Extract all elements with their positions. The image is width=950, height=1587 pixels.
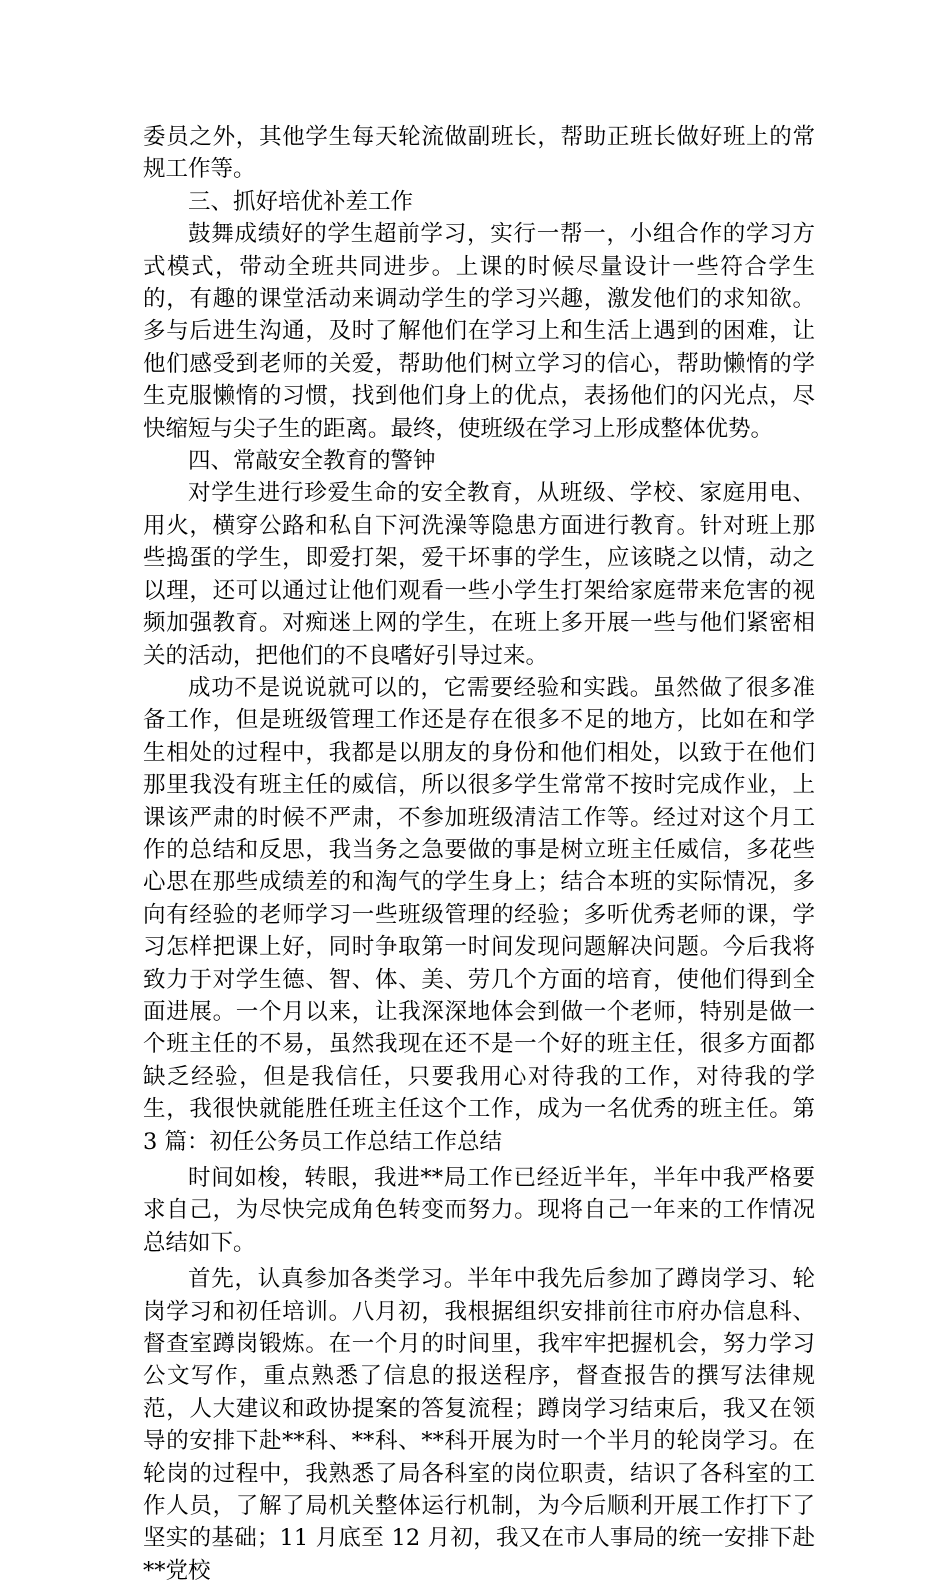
paragraph-continuation: 委员之外，其他学生每天轮流做副班长，帮助正班长做好班上的常规工作等。 xyxy=(143,124,815,183)
section-heading-3: 三、抓好培优补差工作 xyxy=(188,188,414,215)
document-body xyxy=(143,121,815,1587)
section-heading-4: 四、常敲安全教育的警钟 xyxy=(188,448,436,475)
paragraph-tutoring: 鼓舞成绩好的学生超前学习，实行一帮一，小组合作的学习方式模式，带动全班共同进步。上课的时候尽量设计一些符合学生的，有趣的课堂活动来调动学生的学习兴趣，激发他们的求知欲。多与后进生沟通，及时了解他们在学习上和生活上遇到的困难，让他们感受到老师的关爱，帮助他们树立学习的信心，帮助懒惰的学生克服懒惰的习惯，找到他们身上的优点，表扬他们的闪光点，尽快缩短与尖子生的距离。最终，使班级在学习上形成整体优势。 xyxy=(143,221,815,442)
paragraph-reflection: 成功不是说说就可以的，它需要经验和实践。虽然做了很多准备工作，但是班级管理工作还是存在很多不足的地方，比如在和学生相处的过程中，我都是以朋友的身份和他们相处，以致于在他们那里我没有班主任的威信，所以很多学生常常不按时完成作业，上课该严肃的时候不严肃，不参加班级清洁工作等。经过对这个月工作的总结和反思，我当务之急要做的事是树立班主任威信，多花些心思在那些成绩差的和淘气的学生身上；结合本班的实际情况，多向有经验的老师学习一些班级管理的经验；多听优秀老师的课，学习怎样把课上好，同时争取第一时间发现问题解决问题。今后我将致力于对学生德、智、体、美、劳几个方面的培育，使他们得到全面进展。一个月以来，让我深深地体会到做一个老师，特别是做一个班主任的不易，虽然我现在还不是一个好的班主任，很多方面都缺乏经验，但是我信任，只要我用心对待我的工作，对待我的学生，我很快就能胜任班主任这个工作，成为一名优秀的班主任。第 3 篇：初任公务员工作总结工作总结 xyxy=(143,674,815,1155)
paragraph-study: 首先，认真参加各类学习。半年中我先后参加了蹲岗学习、轮岗学习和初任培训。八月初，我根据组织安排前往市府办信息科、督查室蹲岗锻炼。在一个月的时间里，我牢牢把握机会，努力学习公文写作，重点熟悉了信息的报送程序，督查报告的撰写法律规范，人大建议和政协提案的答复流程；蹲岗学习结束后，我又在领导的安排下赴**科、**科、**科开展为时一个半月的轮岗学习。在轮岗的过程中，我熟悉了局各科室的岗位职责，结识了各科室的工作人员，了解了局机关整体运行机制，为今后顺利开展工作打下了坚实的基础；11 月底至 12 月初，我又在市人事局的统一安排下赴**党校 xyxy=(143,1266,815,1584)
paragraph-intro-summary: 时间如梭，转眼，我进**局工作已经近半年，半年中我严格要求自己，为尽快完成角色转变而努力。现将自己一年来的工作情况总结如下。 xyxy=(143,1165,815,1256)
paragraph-safety-education: 对学生进行珍爱生命的安全教育，从班级、学校、家庭用电、用火，横穿公路和私自下河洗澡等隐患方面进行教育。针对班上那些捣蛋的学生，即爱打架，爱干坏事的学生，应该晓之以情，动之以理，还可以通过让他们观看一些小学生打架给家庭带来危害的视频加强教育。对痴迷上网的学生，在班上多开展一些与他们紧密相关的活动，把他们的不良嗜好引导过来。 xyxy=(143,480,815,669)
